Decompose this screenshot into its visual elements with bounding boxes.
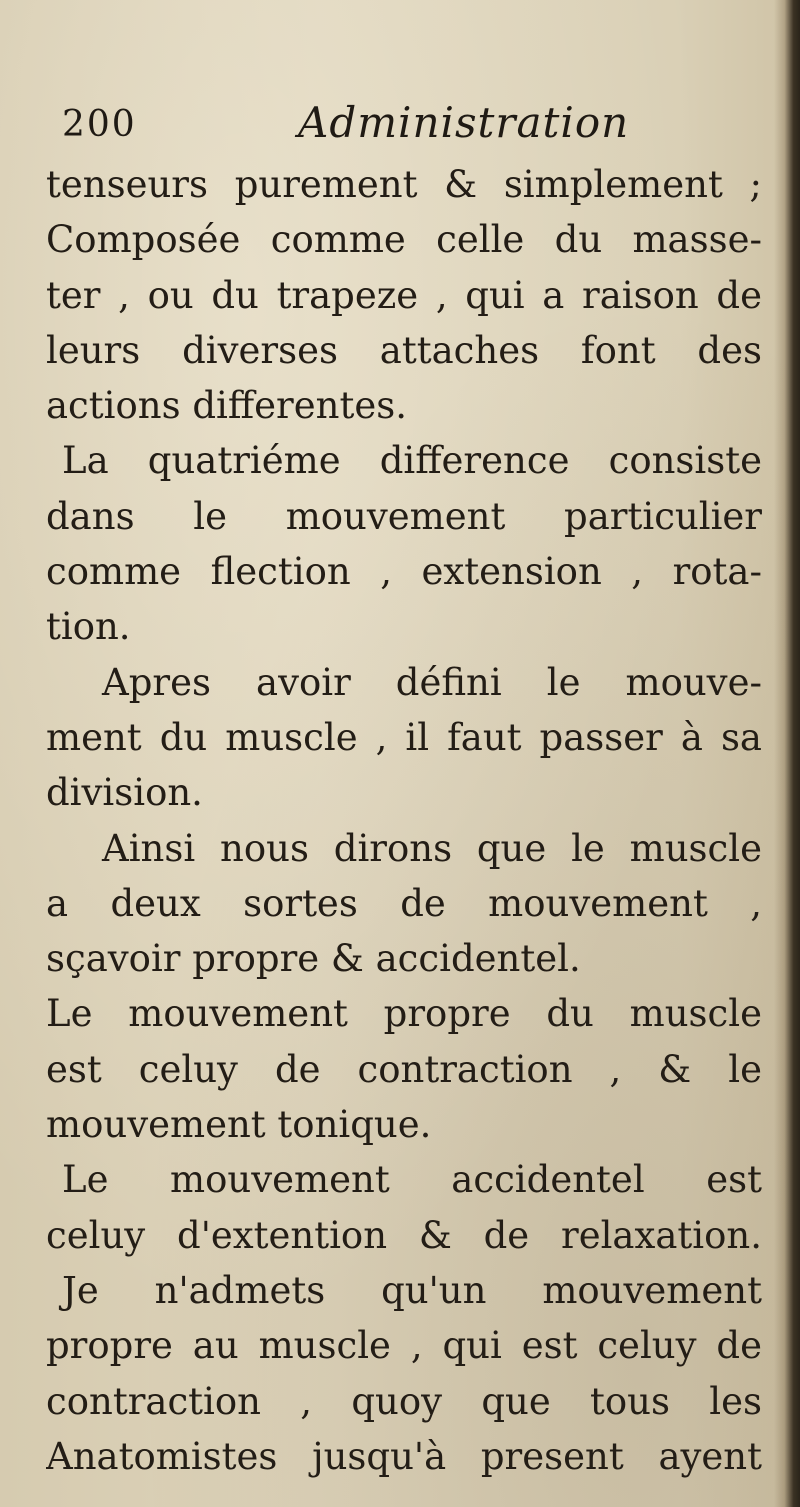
text-line: La quatriéme difference consiste: [62, 439, 762, 483]
page-gutter: [774, 0, 800, 1507]
text-line: Composée comme celle du masse-: [46, 218, 762, 262]
text-line: Anatomistes jusqu'à present ayent: [46, 1434, 762, 1478]
text-line: sçavoir propre & accidentel.: [46, 937, 581, 981]
running-title: Administration: [298, 98, 630, 147]
text-line: mouvement tonique.: [46, 1103, 432, 1147]
text-line: Le mouvement propre du muscle: [46, 992, 762, 1036]
text-line: Ainsi nous dirons que le muscle: [102, 826, 762, 870]
text-line: actions differentes.: [46, 384, 407, 428]
text-line: dans le mouvement particulier: [46, 494, 762, 538]
text-line: propre au muscle , qui est celuy de: [46, 1324, 762, 1368]
text-line: Le mouvement accidentel est: [62, 1158, 762, 1202]
text-line: est celuy de contraction , & le: [46, 1047, 762, 1091]
text-line: ter , ou du trapeze , qui a raison de: [46, 273, 762, 317]
text-line: comme flection , extension , rota-: [46, 550, 762, 594]
body-text: [46, 157, 762, 1484]
text-line: tenseurs purement & simplement ;: [46, 163, 762, 206]
text-line: tion.: [46, 605, 131, 649]
text-line: leurs diverses attaches font des: [46, 328, 762, 372]
text-line: division.: [46, 771, 203, 815]
page-number: 200: [62, 104, 137, 145]
text-line: celuy d'extention & de relaxation.: [46, 1213, 762, 1257]
text-line: Apres avoir défini le mouve-: [102, 660, 762, 704]
running-head: [62, 98, 722, 158]
text-line: a deux sortes de mouvement ,: [46, 881, 762, 925]
text-line: ment du muscle , il faut passer à sa: [46, 715, 762, 759]
text-line: Je n'admets qu'un mouvement: [62, 1268, 762, 1312]
text-line: contraction , quoy que tous les: [46, 1379, 762, 1423]
